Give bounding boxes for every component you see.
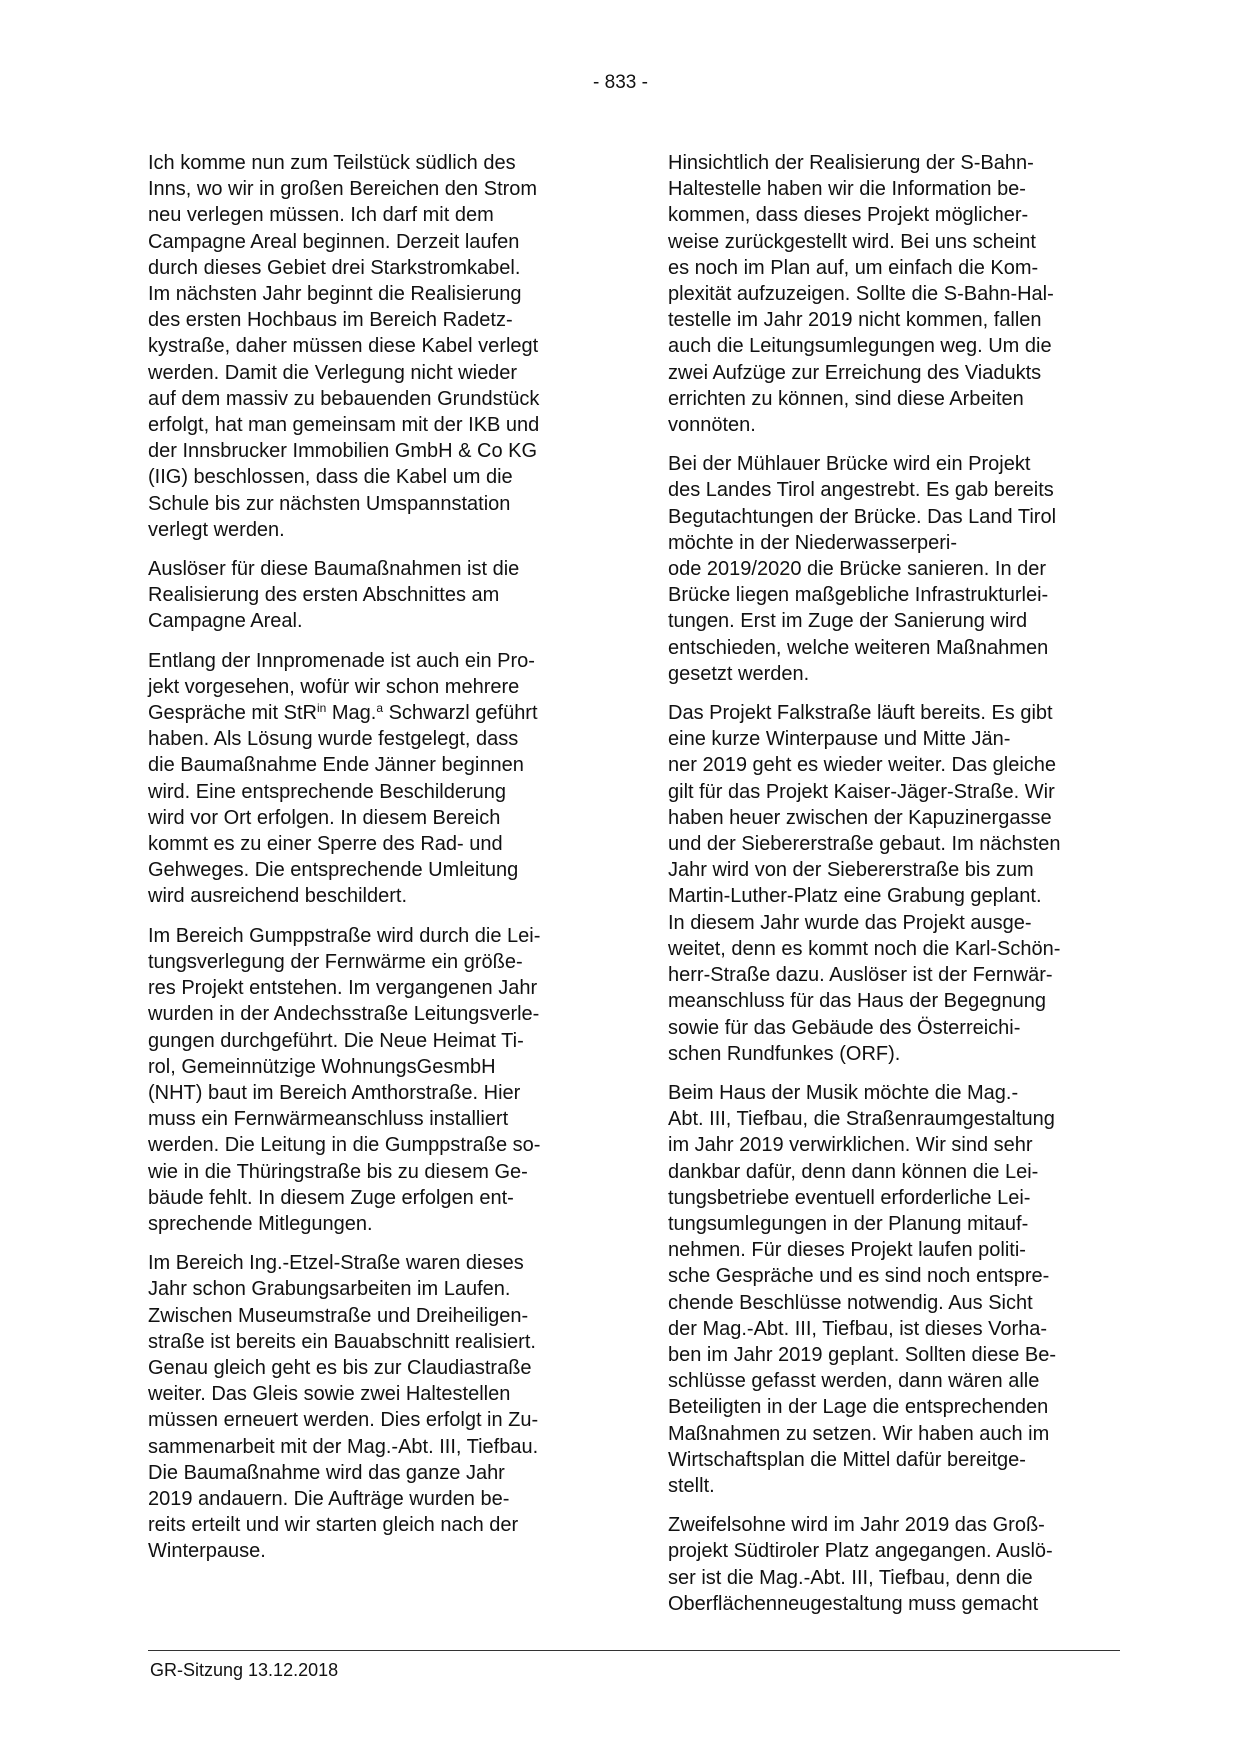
paragraph	[148, 648, 604, 910]
paragraph	[668, 1512, 1124, 1617]
text-line: wird. Eine entsprechende Beschilderung	[148, 780, 506, 803]
text-line: Inns, wo wir in großen Bereichen den Strom	[148, 178, 538, 201]
text-line: bäude fehlt. In diesem Zuge erfolgen ent-	[148, 1186, 514, 1209]
text-line: Brücke liegen maßgebliche Infrastrukturlei-	[668, 584, 1049, 607]
text-line: der Innsbrucker Immobilien GmbH & Co KG	[148, 440, 538, 463]
text-line: Gespräche mit StR$^{in}$ Mag.$^a$ Schwarzl geführt	[148, 701, 538, 725]
text-line: Im Bereich Gumppstraße wird durch die Lei-	[148, 924, 541, 947]
text-line: haben. Als Lösung wurde festgelegt, dass	[148, 728, 519, 751]
text-line: wird vor Ort erfolgen. In diesem Bereich	[148, 806, 501, 829]
text-line: die Baumaßnahme Ende Jänner beginnen	[148, 754, 524, 777]
text-line: ser ist die Mag.-Abt. III, Tiefbau, denn die	[668, 1566, 1033, 1589]
text-line: Campagne Areal beginnen. Derzeit laufen	[148, 230, 520, 253]
text-line: Winterpause.	[148, 1540, 266, 1563]
text-line: haben heuer zwischen der Kapuzinergasse	[668, 806, 1052, 829]
text-line: gilt für das Projekt Kaiser-Jäger-Straße. Wir	[668, 780, 1055, 803]
text-line: Im nächsten Jahr beginnt die Realisierung	[148, 283, 522, 306]
text-line: errichten zu können, sind diese Arbeiten	[668, 387, 1024, 410]
text-line: vonnöten.	[668, 414, 756, 437]
text-line: Maßnahmen zu setzen. Wir haben auch im	[668, 1422, 1050, 1445]
text-line: ner 2019 geht es wieder weiter. Das gleiche	[668, 754, 1057, 777]
text-line: (IIG) beschlossen, dass die Kabel um die	[148, 466, 513, 489]
text-line: müssen erneuert werden. Dies erfolgt in Zu-	[148, 1409, 539, 1432]
text-line: es noch im Plan auf, um einfach die Kom-	[668, 256, 1039, 279]
text-line: In diesem Jahr wurde das Projekt ausge-	[668, 911, 1032, 934]
paragraph	[668, 150, 1124, 438]
text-line: kommen, dass dieses Projekt möglicher-	[668, 204, 1029, 227]
text-line: tungsverlegung der Fernwärme ein größe-	[148, 950, 523, 973]
page-number: - 833 -	[593, 72, 648, 93]
left-column	[148, 150, 604, 1578]
text-line: Auslöser für diese Baumaßnahmen ist die	[148, 558, 520, 581]
paragraph	[148, 150, 604, 543]
text-line: sche Gespräche und es sind noch entspre-	[668, 1265, 1050, 1288]
text-line: Oberflächenneugestaltung muss gemacht	[668, 1592, 1039, 1615]
text-line: Jahr schon Grabungsarbeiten im Laufen.	[148, 1278, 511, 1301]
paragraph	[668, 451, 1124, 687]
text-line: schlüsse gefasst werden, dann wären alle	[668, 1370, 1040, 1393]
text-line: plexität aufzuzeigen. Sollte die S-Bahn-Hal-	[668, 283, 1054, 306]
text-line: kommt es zu einer Sperre des Rad- und	[148, 833, 503, 856]
text-line: ben im Jahr 2019 geplant. Sollten diese Be-	[668, 1343, 1057, 1366]
text-line: durch dieses Gebiet drei Starkstromkabel.	[148, 256, 521, 279]
text-line: auch die Leitungsumlegungen weg. Um die	[668, 335, 1052, 358]
text-line: sammenarbeit mit der Mag.-Abt. III, Tiefbau.	[148, 1435, 539, 1458]
text-line: Bei der Mühlauer Brücke wird ein Projekt	[668, 453, 1031, 476]
text-line: des ersten Hochbaus im Bereich Radetz-	[148, 309, 513, 332]
text-line: Beim Haus der Musik möchte die Mag.-	[668, 1081, 1019, 1104]
text-line: tungsbetriebe eventuell erforderliche Lei-	[668, 1186, 1031, 1209]
text-line: chende Beschlüsse notwendig. Aus Sicht	[668, 1291, 1033, 1314]
text-line: schen Rundfunkes (ORF).	[668, 1042, 901, 1065]
text-line: im Jahr 2019 verwirklichen. Wir sind sehr	[668, 1134, 1033, 1157]
text-line: 2019 andauern. Die Aufträge wurden be-	[148, 1487, 510, 1510]
text-line: Zweifelsohne wird im Jahr 2019 das Groß-	[668, 1514, 1045, 1537]
text-line: auf dem massiv zu bebauenden Grundstück	[148, 387, 540, 410]
text-line: verlegt werden.	[148, 518, 285, 541]
paragraph	[148, 556, 604, 635]
text-line: weiter. Das Gleis sowie zwei Haltestellen	[148, 1383, 511, 1406]
text-line: zwei Aufzüge zur Erreichung des Viadukts	[668, 361, 1042, 384]
text-line: straße ist bereits ein Bauabschnitt realisiert.	[148, 1330, 536, 1353]
text-line: Genau gleich geht es bis zur Claudiastraße	[148, 1356, 532, 1379]
text-line: projekt Südtiroler Platz angegangen. Auslö-	[668, 1540, 1053, 1563]
paragraph	[148, 1250, 604, 1564]
text-line: muss ein Fernwärmeanschluss installiert	[148, 1108, 509, 1131]
text-line: Jahr wird von der Siebererstraße bis zum	[668, 859, 1034, 882]
text-line: eine kurze Winterpause und Mitte Jän-	[668, 728, 1011, 751]
text-line: Haltestelle haben wir die Information be-	[668, 178, 1026, 201]
text-line: Schule bis zur nächsten Umspannstation	[148, 492, 511, 515]
text-line: Beteiligten in der Lage die entsprechenden	[668, 1396, 1049, 1419]
text-line: jekt vorgesehen, wofür wir schon mehrere	[148, 675, 520, 698]
text-line: dankbar dafür, denn dann können die Lei-	[668, 1160, 1039, 1183]
paragraph	[668, 700, 1124, 1067]
footer-session-date: GR-Sitzung 13.12.2018	[150, 1660, 339, 1680]
text-line: wie in die Thüringstraße bis zu diesem Ge-	[148, 1160, 528, 1183]
text-line: Die Baumaßnahme wird das ganze Jahr	[148, 1461, 505, 1484]
text-line: Martin-Luther-Platz eine Grabung geplant.	[668, 885, 1042, 908]
text-line: sprechende Mitlegungen.	[148, 1212, 373, 1235]
text-line: weise zurückgestellt wird. Bei uns scheint	[668, 230, 1036, 253]
text-line: weitet, denn es kommt noch die Karl-Schön-	[668, 937, 1061, 960]
text-line: werden. Die Leitung in die Gumppstraße so-	[148, 1134, 541, 1157]
text-line: Realisierung des ersten Abschnittes am	[148, 584, 500, 607]
text-line: wird ausreichend beschildert.	[148, 885, 408, 908]
paragraph	[148, 923, 604, 1237]
text-line: neu verlegen müssen. Ich darf mit dem	[148, 204, 494, 227]
text-line: tungen. Erst im Zuge der Sanierung wird	[668, 610, 1028, 633]
text-line: res Projekt entstehen. Im vergangenen Jahr	[148, 977, 538, 1000]
text-line: kystraße, daher müssen diese Kabel verlegt	[148, 335, 539, 358]
text-line: nehmen. Für dieses Projekt laufen politi-	[668, 1239, 1026, 1262]
paragraph	[668, 1080, 1124, 1499]
text-line: Begutachtungen der Brücke. Das Land Tirol	[668, 505, 1057, 528]
text-line: Zwischen Museumstraße und Dreiheiligen-	[148, 1304, 529, 1327]
right-column	[668, 150, 1124, 1630]
text-line: Entlang der Innpromenade ist auch ein Pro-	[148, 649, 535, 672]
text-line: sowie für das Gebäude des Österreichi-	[668, 1016, 1021, 1039]
text-line: rol, Gemeinnützige WohnungsGesmbH	[148, 1055, 496, 1078]
text-line: wurden in der Andechsstraße Leitungsverle-	[148, 1003, 540, 1026]
text-line: meanschluss für das Haus der Begegnung	[668, 990, 1047, 1013]
text-line: gungen durchgeführt. Die Neue Heimat Ti-	[148, 1029, 524, 1052]
text-line: stellt.	[668, 1474, 715, 1497]
text-line: Hinsichtlich der Realisierung der S-Bahn-	[668, 152, 1034, 174]
text-line: Gehweges. Die entsprechende Umleitung	[148, 859, 519, 882]
text-line: Im Bereich Ing.-Etzel-Straße waren dieses	[148, 1252, 524, 1275]
text-line: möchte in der Niederwasserperi-	[668, 531, 958, 554]
text-line: erfolgt, hat man gemeinsam mit der IKB und	[148, 414, 540, 437]
text-line: Ich komme nun zum Teilstück südlich des	[148, 152, 516, 174]
text-line: Wirtschaftsplan die Mittel dafür bereitge-	[668, 1448, 1026, 1471]
text-line: werden. Damit die Verlegung nicht wieder	[148, 361, 518, 384]
text-line: tungsumlegungen in der Planung mitauf-	[668, 1212, 1029, 1235]
text-line: reits erteilt und wir starten gleich nach der	[148, 1514, 519, 1537]
text-line: der Mag.-Abt. III, Tiefbau, ist dieses Vorha-	[668, 1317, 1048, 1340]
text-line: testelle im Jahr 2019 nicht kommen, fallen	[668, 309, 1042, 332]
text-line: entschieden, welche weiteren Maßnahmen	[668, 636, 1049, 659]
text-line: Das Projekt Falkstraße läuft bereits. Es gibt	[668, 702, 1053, 725]
text-line: des Landes Tirol angestrebt. Es gab bereits	[668, 479, 1054, 502]
text-line: Campagne Areal.	[148, 610, 303, 633]
text-line: und der Siebererstraße gebaut. Im nächsten	[668, 833, 1061, 856]
text-line: gesetzt werden.	[668, 662, 810, 685]
text-line: Abt. III, Tiefbau, die Straßenraumgestaltung	[668, 1108, 1055, 1131]
text-line: (NHT) baut im Bereich Amthorstraße. Hier	[148, 1081, 521, 1104]
text-line: ode 2019/2020 die Brücke sanieren. In der	[668, 558, 1047, 581]
footer-divider	[148, 1650, 1120, 1651]
text-line: herr-Straße dazu. Auslöser ist der Fernwär-	[668, 964, 1053, 987]
